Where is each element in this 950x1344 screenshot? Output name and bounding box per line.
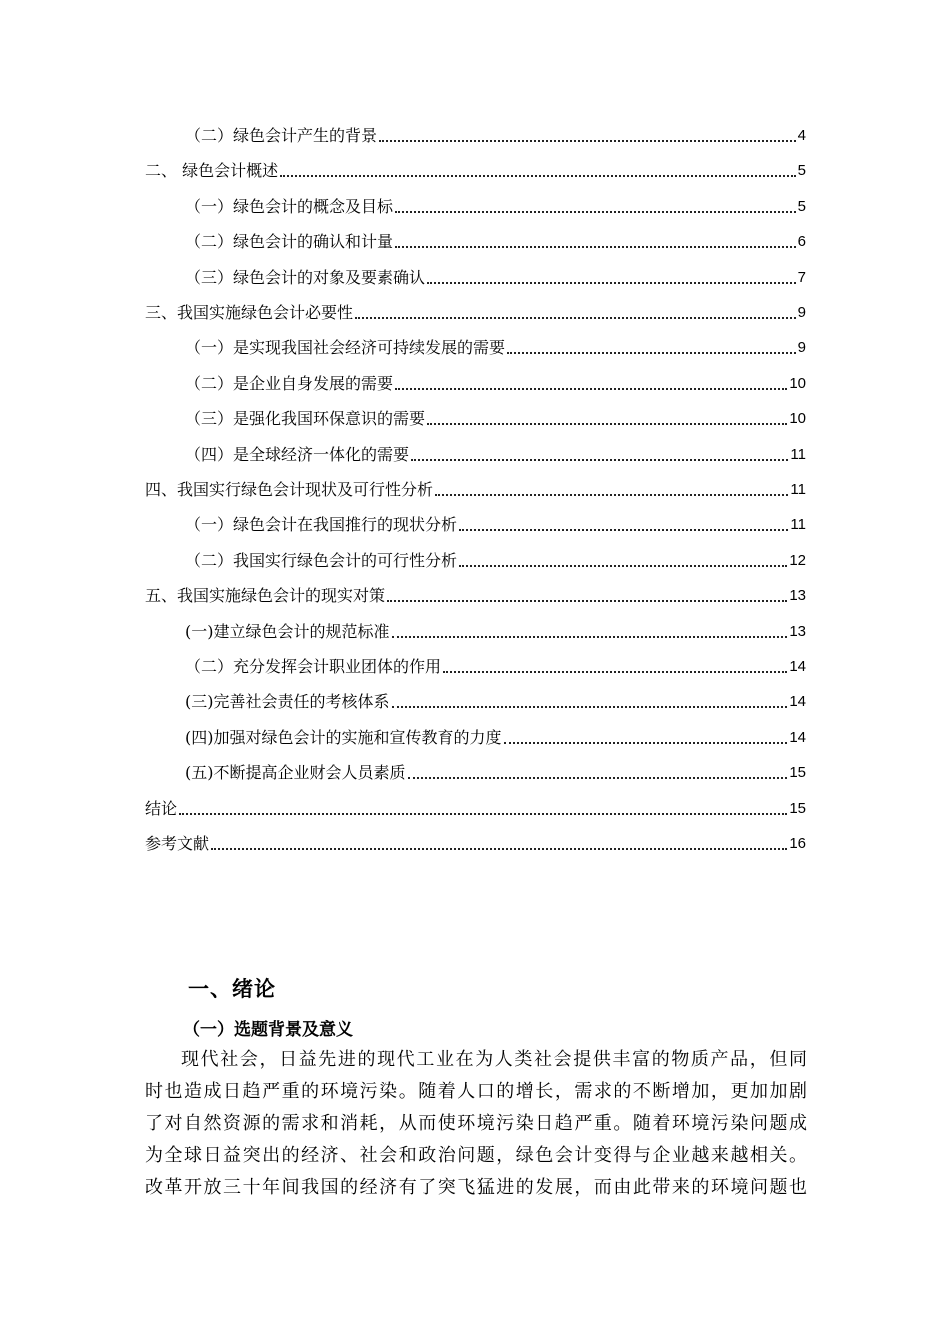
toc-entry-title: (一)建立绿色会计的规范标准 (185, 622, 390, 641)
toc-entry[interactable] (185, 440, 806, 466)
toc-entry-page-number: 9 (797, 304, 806, 321)
body-paragraph (145, 1044, 807, 1204)
toc-entry[interactable] (145, 475, 806, 501)
toc-entry[interactable] (185, 617, 806, 643)
toc-entry-title: （四）是全球经济一体化的需要 (185, 445, 410, 464)
toc-entry-page-number: 5 (797, 162, 806, 179)
toc-entry-page-number: 15 (789, 764, 806, 781)
toc-entry-title: 结论 (145, 799, 178, 818)
toc-dot-leader (443, 671, 787, 673)
toc-entry-title: (五)不断提高企业财会人员素质 (185, 763, 406, 782)
toc-entry-title: （二）是企业自身发展的需要 (185, 374, 394, 393)
toc-dot-leader (211, 848, 787, 850)
toc-entry-page-number: 16 (789, 835, 806, 852)
toc-entry[interactable] (185, 333, 806, 359)
toc-entry-title: 三、我国实施绿色会计必要性 (145, 303, 354, 322)
toc-dot-leader (459, 565, 787, 567)
toc-dot-leader (408, 777, 788, 779)
toc-dot-leader (395, 211, 796, 213)
toc-dot-leader (387, 600, 787, 602)
toc-entry-page-number: 12 (789, 552, 806, 569)
toc-entry[interactable] (185, 404, 806, 430)
toc-dot-leader (411, 459, 788, 461)
toc-entry[interactable] (145, 829, 806, 855)
toc-dot-leader (459, 529, 788, 531)
toc-entry-page-number: 9 (797, 339, 806, 356)
toc-entry-page-number: 13 (789, 623, 806, 640)
toc-dot-leader (395, 246, 796, 248)
toc-entry-page-number: 11 (790, 481, 806, 498)
toc-dot-leader (355, 317, 796, 319)
body-line: 时也造成日趋严重的环境污染。随着人口的增长，需求的不断增加，更加加剧 (145, 1081, 807, 1102)
toc-entry[interactable] (185, 546, 806, 572)
toc-entry-page-number: 11 (790, 516, 806, 533)
body-line: 为全球日益突出的经济、社会和政治问题，绿色会计变得与企业越来越相关。 (145, 1145, 807, 1166)
toc-entry-page-number: 10 (789, 375, 806, 392)
body-line: 现代社会，日益先进的现代工业在为人类社会提供丰富的物质产品，但同 (181, 1049, 807, 1070)
toc-entry[interactable] (145, 581, 806, 607)
toc-dot-leader (395, 388, 787, 390)
toc-dot-leader (435, 494, 788, 496)
toc-entry-title: （三）是强化我国环保意识的需要 (185, 409, 426, 428)
toc-entry-title: （二）我国实行绿色会计的可行性分析 (185, 551, 458, 570)
toc-entry-page-number: 7 (797, 269, 806, 286)
body-line: 改革开放三十年间我国的经济有了突飞猛进的发展，而由此带来的环境问题也 (145, 1177, 807, 1198)
toc-entry[interactable] (185, 192, 806, 218)
toc-entry-page-number: 14 (789, 693, 806, 710)
toc-dot-leader (427, 282, 796, 284)
toc-dot-leader (427, 423, 787, 425)
toc-dot-leader (379, 140, 796, 142)
toc-entry-page-number: 4 (797, 127, 806, 144)
toc-entry-title: （一）绿色会计的概念及目标 (185, 197, 394, 216)
toc-entry[interactable] (185, 121, 806, 147)
toc-entry-title: 参考文献 (145, 834, 210, 853)
toc-entry-title: 四、我国实行绿色会计现状及可行性分析 (145, 480, 434, 499)
toc-entry[interactable] (145, 156, 806, 182)
toc-entry[interactable] (145, 298, 806, 324)
toc-entry-title: （二）绿色会计的确认和计量 (185, 232, 394, 251)
toc-entry[interactable] (185, 758, 806, 784)
toc-dot-leader (392, 636, 788, 638)
subsection-heading: （一）选题背景及意义 (183, 1020, 353, 1040)
toc-entry[interactable] (185, 263, 806, 289)
toc-dot-leader (504, 742, 788, 744)
toc-dot-leader (280, 175, 796, 177)
toc-entry-title: （一）是实现我国社会经济可持续发展的需要 (185, 338, 506, 357)
toc-entry[interactable] (185, 227, 806, 253)
toc-entry[interactable] (185, 510, 806, 536)
toc-entry-page-number: 13 (789, 587, 806, 604)
toc-entry[interactable] (185, 652, 806, 678)
toc-entry-page-number: 14 (789, 658, 806, 675)
body-line: 了对自然资源的需求和消耗，从而使环境污染日趋严重。随着环境污染问题成 (145, 1113, 807, 1134)
toc-entry[interactable] (185, 369, 806, 395)
toc-entry-page-number: 5 (797, 198, 806, 215)
toc-dot-leader (392, 706, 788, 708)
toc-entry-title: (四)加强对绿色会计的实施和宣传教育的力度 (185, 728, 502, 747)
toc-entry-title: 二、 绿色会计概述 (145, 161, 279, 180)
toc-entry-title: 五、我国实施绿色会计的现实对策 (145, 586, 386, 605)
toc-entry[interactable] (185, 687, 806, 713)
toc-entry-title: （二）绿色会计产生的背景 (185, 126, 378, 145)
toc-dot-leader (179, 813, 787, 815)
toc-entry-page-number: 15 (789, 800, 806, 817)
toc-dot-leader (507, 352, 796, 354)
toc-entry-page-number: 6 (797, 233, 806, 250)
toc-entry-page-number: 10 (789, 410, 806, 427)
section-heading: 一、绪论 (188, 977, 276, 1001)
toc-entry[interactable] (185, 723, 806, 749)
toc-entry-page-number: 14 (789, 729, 806, 746)
toc-entry-title: (三)完善社会责任的考核体系 (185, 692, 390, 711)
toc-entry[interactable] (145, 794, 806, 820)
toc-entry-page-number: 11 (790, 446, 806, 463)
toc-entry-title: （一）绿色会计在我国推行的现状分析 (185, 515, 458, 534)
toc-entry-title: （二）充分发挥会计职业团体的作用 (185, 657, 442, 676)
toc-entry-title: （三）绿色会计的对象及要素确认 (185, 268, 426, 287)
